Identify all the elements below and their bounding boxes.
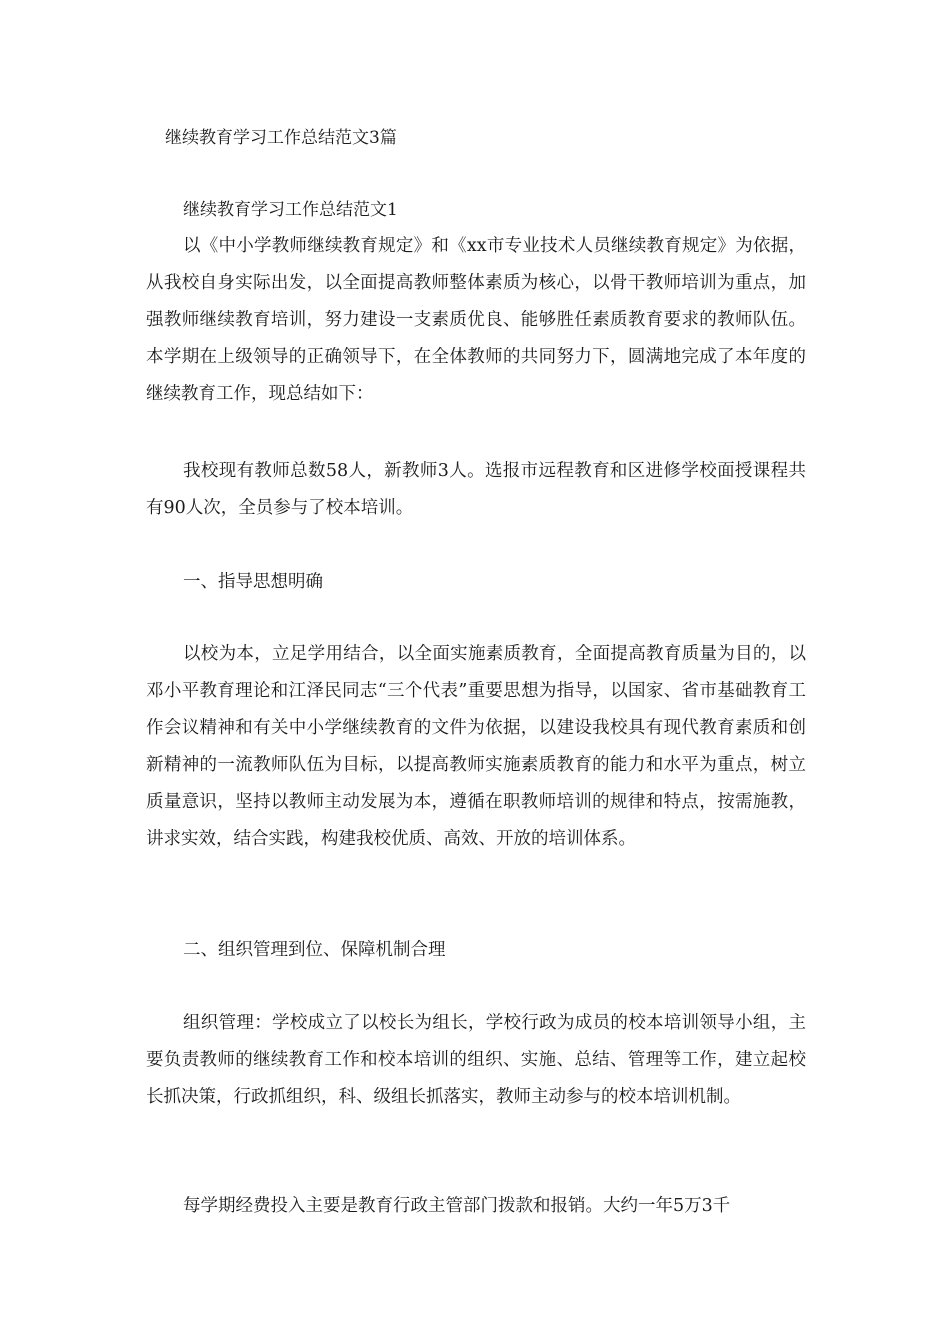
paragraph-intro: 以《中小学教师继续教育规定》和《xx市专业技术人员继续教育规定》为依据，从我校自身实际出发，以全面提高教师整体素质为核心，以骨干教师培训为重点，加强教师继续教育培训，努力建设一支素质优良、能够胜任素质教育要求的教师队伍。本学期在上级领导的正确领导下，在全体教师的共同努力下，圆满地完成了本年度的继续教育工作，现总结如下： bbox=[146, 236, 806, 404]
heading-organization-management: 二、组织管理到位、保障机制合理 bbox=[183, 940, 446, 960]
paragraph-organization-management: 组织管理：学校成立了以校长为组长，学校行政为成员的校本培训领导小组，主要负责教师的继续教育工作和校本培训的组织、实施、总结、管理等工作，建立起校长抓决策，行政抓组织，科、级组长抓落实，教师主动参与的校本培训机制。 bbox=[146, 1013, 806, 1107]
heading-guiding-ideology: 一、指导思想明确 bbox=[183, 572, 323, 592]
paragraph-funding: 每学期经费投入主要是教育行政主管部门拨款和报销。大约一年5万3千 bbox=[183, 1196, 731, 1216]
paragraph-teacher-count: 我校现有教师总数58人，新教师3人。选报市远程教育和区进修学校面授课程共有90人次，全员参与了校本培训。 bbox=[146, 461, 806, 518]
section-subtitle: 继续教育学习工作总结范文1 bbox=[183, 200, 398, 220]
document-title: 继续教育学习工作总结范文3篇 bbox=[165, 128, 397, 148]
paragraph-guiding-ideology: 以校为本，立足学用结合，以全面实施素质教育，全面提高教育质量为目的，以邓小平教育理论和江泽民同志“三个代表”重要思想为指导，以国家、省市基础教育工作会议精神和有关中小学继续教育的文件为依据，以建设我校具有现代教育素质和创新精神的一流教师队伍为目标，以提高教师实施素质教育的能力和水平为重点，树立质量意识，坚持以教师主动发展为本，遵循在职教师培训的规律和特点，按需施教，讲求实效，结合实践，构建我校优质、高效、开放的培训体系。 bbox=[146, 644, 806, 849]
